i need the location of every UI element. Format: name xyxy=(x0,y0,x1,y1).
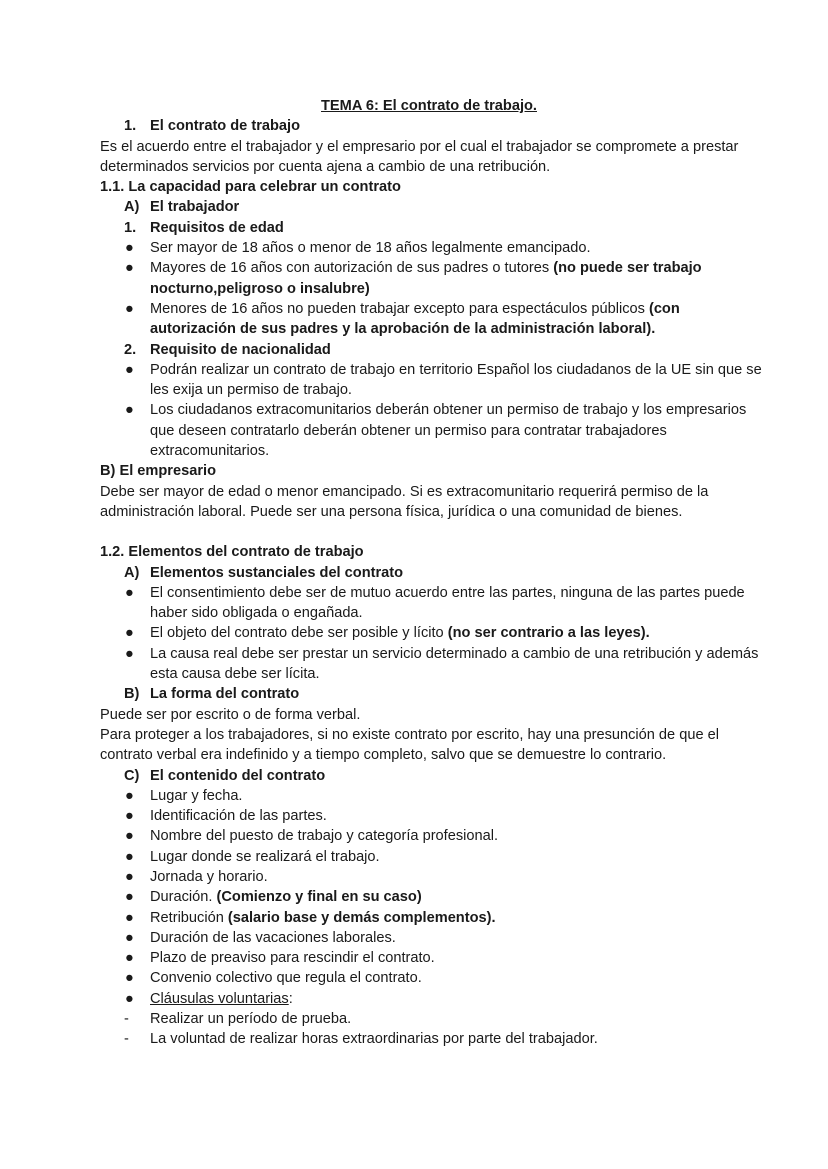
bullet-item xyxy=(100,644,768,685)
bullet-text: Duración de las vacaciones laborales. xyxy=(150,929,396,946)
bullet-item xyxy=(100,826,768,846)
bullet-icon: ● xyxy=(125,970,134,987)
bullet-item xyxy=(100,786,768,806)
bullet-item xyxy=(100,948,768,968)
bullet-item xyxy=(100,299,768,340)
subsection-b-text: Debe ser mayor de edad o menor emancipado. Si es extracomunitario requerirá permiso de la administración laboral. Puede ser una persona física, jurídica o una comunidad de bienes. xyxy=(100,483,709,520)
bullet-icon: ● xyxy=(125,848,134,865)
requirement-heading-text: Requisitos de edad xyxy=(150,219,284,236)
subsection-b-heading: B) El empresario xyxy=(100,463,216,480)
bullet-text: Nombre del puesto de trabajo y categoría profesional. xyxy=(150,828,499,845)
bullet-icon: ● xyxy=(125,889,134,906)
dash-text: La voluntad de realizar horas extraordinarias por parte del trabajador. xyxy=(150,1031,598,1048)
bullet-bold-text: (salario base y demás complementos). xyxy=(227,909,496,926)
bullet-text: Lugar donde se realizará el trabajo. xyxy=(150,848,380,865)
bullet-item xyxy=(100,583,768,624)
bullet-text: Ser mayor de 18 años o menor de 18 años legalmente emancipado. xyxy=(150,240,591,257)
bullet-text: Los ciudadanos extracomunitarios deberán obtener un permiso de trabajo y los empresarios que deseen contratarlo deberán obtener un permiso para contratar trabajadores extracomunitarios. xyxy=(150,402,747,460)
bullet-icon: ● xyxy=(125,909,134,926)
bullet-icon: ● xyxy=(125,402,134,419)
paragraph: Para proteger a los trabajadores, si no existe contrato por escrito, hay una presunción de que el contrato verbal era indefinido y a tiempo completo, salvo que se demuestre lo contrario. xyxy=(100,726,719,764)
subsection-heading-text: La forma del contrato xyxy=(150,686,300,703)
subsection-heading-text: El trabajador xyxy=(150,199,240,216)
bullet-icon: ● xyxy=(125,950,134,967)
bullet-text: Lugar y fecha. xyxy=(150,787,243,804)
bullet-icon: ● xyxy=(125,868,134,885)
bullet-item xyxy=(100,847,768,867)
bullet-item xyxy=(100,908,768,928)
dash-item xyxy=(100,1009,768,1029)
bullet-item xyxy=(100,867,768,887)
bullet-item xyxy=(100,887,768,907)
bullet-text: Plazo de preaviso para rescindir el contrato. xyxy=(150,950,435,967)
bullet-item xyxy=(100,258,768,299)
section-number: 1. xyxy=(124,118,137,135)
bullet-icon: ● xyxy=(125,929,134,946)
subsection-label: A) xyxy=(124,564,140,581)
bullet-text: Podrán realizar un contrato de trabajo en territorio Español los ciudadanos de la UE sin que se les exija un permiso de trabajo. xyxy=(150,361,762,399)
bullet-icon: ● xyxy=(125,361,134,378)
bullet-icon: ● xyxy=(125,584,134,601)
elements-b-heading xyxy=(100,684,768,704)
section-heading-text: El contrato de trabajo xyxy=(150,118,301,135)
bullet-item xyxy=(100,928,768,948)
bullet-text: Convenio colectivo que regula el contrato. xyxy=(150,970,422,987)
bullet-item xyxy=(100,360,768,401)
section-1-1-heading: 1.1. La capacidad para celebrar un contrato xyxy=(100,179,401,196)
clausulas-label: Cláusulas voluntarias xyxy=(150,990,289,1007)
requirement-2-heading xyxy=(100,340,768,360)
bullet-item xyxy=(100,400,768,461)
bullet-item xyxy=(100,238,768,258)
bullet-item xyxy=(100,989,768,1009)
subsection-label: C) xyxy=(124,767,140,784)
bullet-icon: ● xyxy=(125,240,134,257)
clausulas-colon: : xyxy=(288,990,293,1007)
dash-item xyxy=(100,1029,768,1049)
elements-c-heading xyxy=(100,766,768,786)
bullet-text: Identificación de las partes. xyxy=(150,808,327,825)
bullet-icon: ● xyxy=(125,787,134,804)
spacer xyxy=(100,522,768,542)
bullet-text: Menores de 16 años no pueden trabajar excepto para espectáculos públicos xyxy=(150,300,649,317)
bullet-bold-text: (Comienzo y final en su caso) xyxy=(216,889,422,906)
subsection-heading-text: Elementos sustanciales del contrato xyxy=(150,564,404,581)
bullet-item xyxy=(100,968,768,988)
elements-a-heading xyxy=(100,563,768,583)
bullet-icon: ● xyxy=(125,260,134,277)
bullet-text: El consentimiento debe ser de mutuo acuerdo entre las partes, ninguna de las partes puede haber sido obligada o engañada. xyxy=(150,584,745,622)
bullet-icon: ● xyxy=(125,808,134,825)
bullet-icon: ● xyxy=(125,625,134,642)
requirement-heading-text: Requisito de nacionalidad xyxy=(150,341,331,358)
bullet-text: El objeto del contrato debe ser posible y lícito xyxy=(150,625,448,642)
dash-text: Realizar un período de prueba. xyxy=(150,1011,352,1028)
requirement-number: 1. xyxy=(124,219,137,236)
bullet-icon: ● xyxy=(125,645,134,662)
bullet-item xyxy=(100,806,768,826)
requirement-1-heading xyxy=(100,218,768,238)
bullet-icon: ● xyxy=(125,990,134,1007)
section-1-text: Es el acuerdo entre el trabajador y el empresario por el cual el trabajador se compromete a prestar determinados servicios por cuenta ajena a cambio de una retribución. xyxy=(100,138,739,175)
subsection-label: B) xyxy=(124,686,140,703)
bullet-item xyxy=(100,623,768,643)
paragraph: Puede ser por escrito o de forma verbal. xyxy=(100,706,361,723)
content-list-2 xyxy=(100,928,768,989)
bullet-icon: ● xyxy=(125,828,134,845)
dash-marker: - xyxy=(124,1011,129,1028)
subsection-heading-text: El contenido del contrato xyxy=(150,767,326,784)
bullet-text: Duración. xyxy=(150,889,217,906)
subsection-label: A) xyxy=(124,199,140,216)
section-1-2-heading: 1.2. Elementos del contrato de trabajo xyxy=(100,544,364,561)
bullet-bold-text: (no puede ser trabajo nocturno,peligroso o insalubre) xyxy=(150,260,702,297)
bullet-text: Jornada y horario. xyxy=(150,868,268,885)
section-1-heading xyxy=(100,116,768,136)
requirement-number: 2. xyxy=(124,341,137,358)
dash-marker: - xyxy=(124,1031,129,1048)
bullet-bold-text: (no ser contrario a las leyes). xyxy=(447,625,650,642)
bullet-text: La causa real debe ser prestar un servicio determinado a cambio de una retribución y además esta causa debe ser lícita. xyxy=(150,645,759,683)
bullet-text: Mayores de 16 años con autorización de sus padres o tutores xyxy=(150,260,554,277)
bullet-bold-text: (con autorización de sus padres y la aprobación de la administración laboral). xyxy=(150,300,680,338)
document-title: TEMA 6: El contrato de trabajo. xyxy=(321,98,537,114)
bullet-text: Retribución xyxy=(150,909,228,926)
subsection-a-heading xyxy=(100,197,768,217)
bullet-icon: ● xyxy=(125,300,134,317)
content-list-1 xyxy=(100,786,768,887)
